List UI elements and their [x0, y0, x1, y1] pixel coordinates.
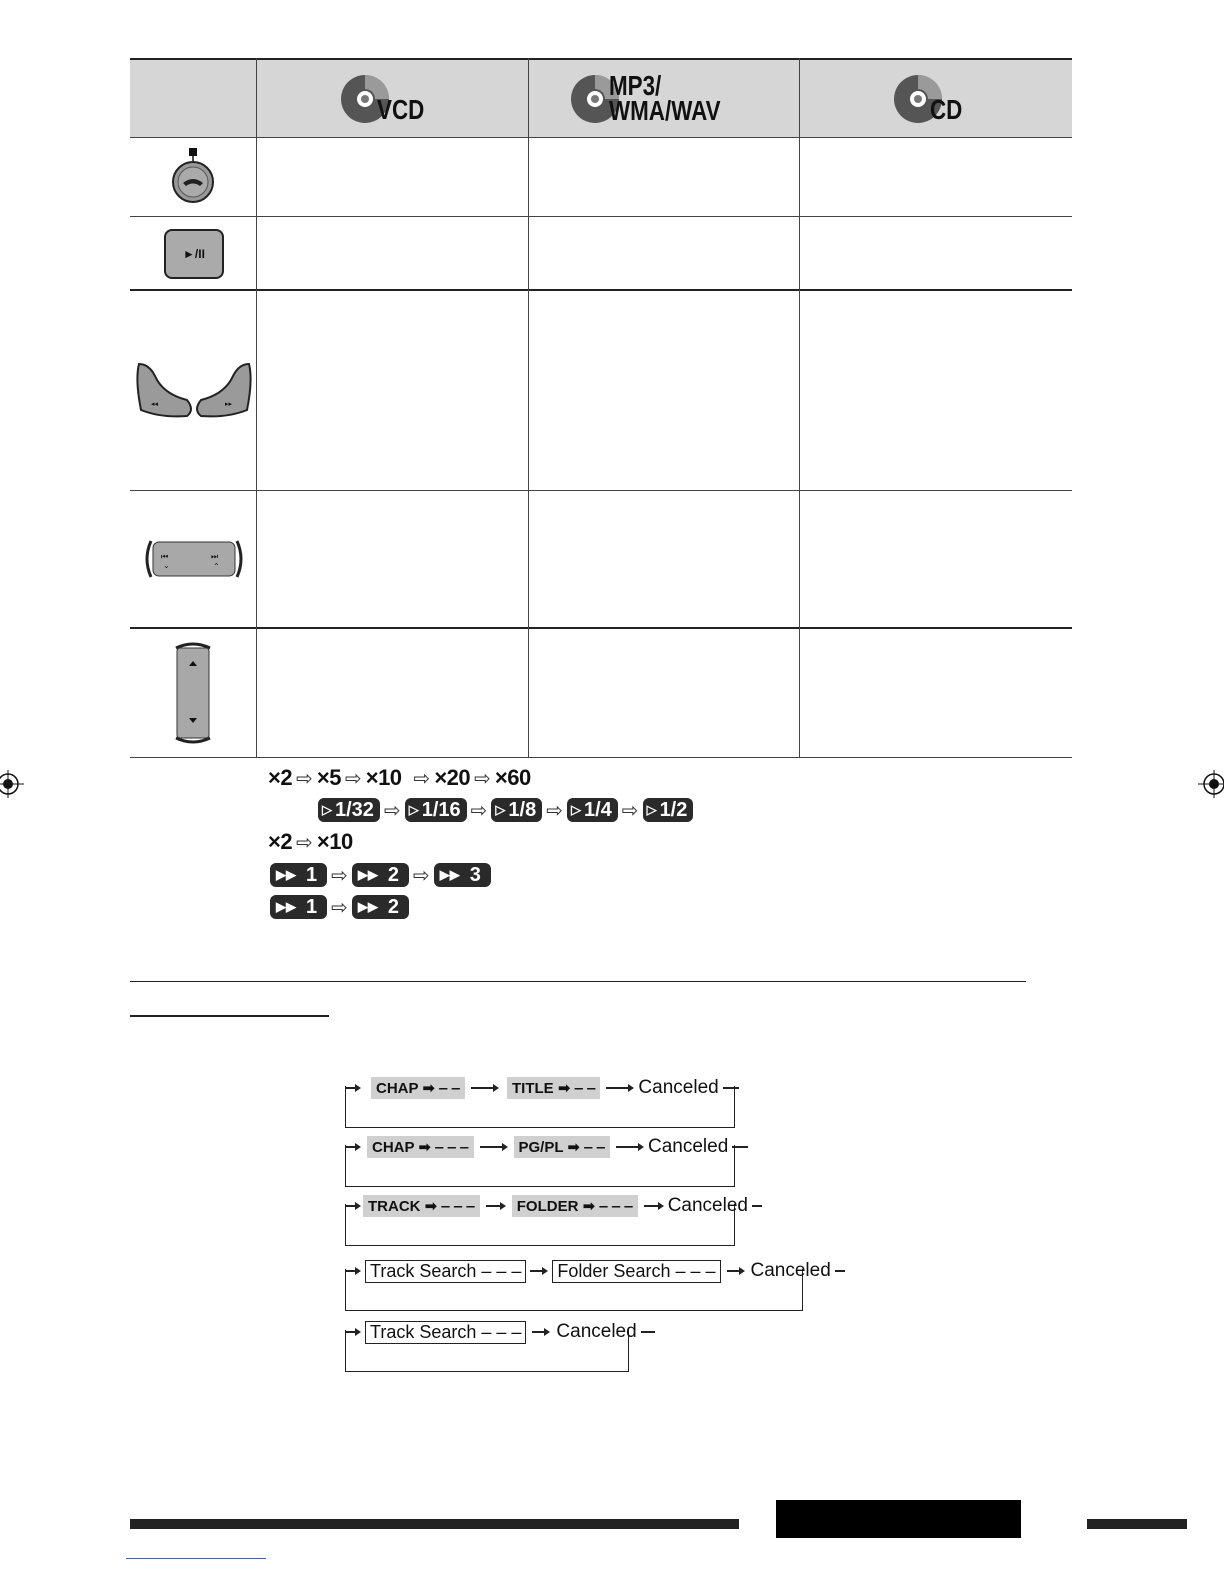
table-bottom-rule	[130, 757, 1072, 758]
arrow-icon	[532, 1331, 548, 1333]
flow-step: Track Search ‒ ‒ ‒	[365, 1321, 526, 1344]
speed-value: ×2	[268, 829, 293, 854]
next-arrow-icon: ⇨	[546, 799, 563, 822]
slow-sequence-row	[318, 796, 693, 824]
next-arrow-icon: ⇨	[621, 799, 639, 822]
loop-end-line	[723, 1087, 739, 1089]
search-chip	[434, 863, 491, 887]
arrow-icon	[471, 1087, 497, 1089]
flow-end: Canceled	[556, 1321, 637, 1342]
footer-link-line	[126, 1558, 266, 1559]
speed-value: ×60	[494, 765, 531, 790]
search-level: 3	[469, 863, 481, 886]
arrow-icon	[644, 1205, 662, 1207]
loop-end-line	[835, 1270, 845, 1272]
slow-value: 1/2	[659, 798, 688, 821]
slow-value: 1/4	[583, 798, 612, 821]
next-arrow-icon: ⇨	[296, 767, 313, 790]
next-arrow-icon: ⇨	[331, 864, 348, 887]
col-divider	[528, 58, 529, 758]
flow-end: Canceled	[648, 1136, 729, 1157]
section-underline	[130, 1015, 329, 1017]
arrow-icon	[345, 1331, 359, 1333]
flow-step: TRACK ➡ ‒ ‒ ‒	[363, 1195, 480, 1217]
format-label: MP3/ WMA/WAV	[609, 70, 721, 126]
svg-text:⏮: ⏮	[161, 552, 169, 561]
search-speed-row	[270, 861, 491, 889]
play-pause-label: ►/II	[183, 247, 205, 261]
skip-buttons-icon	[141, 538, 247, 580]
slow-chip	[405, 798, 467, 822]
col-divider	[256, 58, 257, 758]
slow-chip	[491, 798, 542, 822]
header-mp3	[529, 59, 799, 137]
row-divider	[130, 216, 1072, 217]
slow-value: 1/8	[508, 798, 537, 821]
loop-end-line	[732, 1146, 748, 1148]
arrow-icon	[345, 1270, 359, 1272]
slow-value: 1/32	[335, 798, 374, 821]
stop-button-icon	[168, 146, 218, 206]
flow-step: Track Search ‒ ‒ ‒	[365, 1260, 526, 1283]
flow-end: Canceled	[667, 1195, 748, 1216]
arrow-icon	[486, 1205, 504, 1207]
next-arrow-icon: ⇨	[331, 896, 348, 919]
speed-sequence-row	[268, 828, 353, 856]
svg-text:⌄: ⌄	[163, 561, 170, 570]
loop-end-line	[641, 1331, 655, 1333]
rewind-fastforward-buttons-icon	[133, 362, 255, 420]
slow-chip	[318, 798, 380, 822]
up-down-button-icon	[174, 640, 212, 746]
flow-end: Canceled	[638, 1077, 719, 1098]
arrow-icon	[616, 1146, 642, 1148]
slow-value: 1/16	[421, 798, 461, 821]
arrow-icon	[345, 1146, 359, 1148]
slow-chip	[567, 798, 618, 822]
next-arrow-icon: ⇨	[383, 799, 401, 822]
next-arrow-icon: ⇨	[413, 864, 430, 887]
flow-step: CHAP ➡ ‒ ‒	[371, 1077, 465, 1099]
speed-value: ×2	[268, 765, 293, 790]
fast-forward-icon: ▶▶	[276, 867, 296, 882]
footer-bar	[130, 1519, 739, 1529]
footer-tab	[776, 1500, 1021, 1538]
search-cycle-flow	[345, 1135, 735, 1187]
flow-step: CHAP ➡ ‒ ‒ ‒	[367, 1136, 474, 1158]
search-speed-row	[270, 893, 409, 921]
header-vcd	[257, 59, 528, 137]
fast-forward-icon: ▶▶	[357, 899, 378, 914]
next-arrow-icon: ⇨	[296, 831, 313, 854]
next-arrow-icon: ⇨	[344, 767, 362, 790]
registration-mark-icon	[0, 770, 26, 798]
speed-value: ×5	[316, 765, 341, 790]
registration-mark-icon	[1196, 770, 1224, 798]
format-label: CD	[930, 93, 963, 125]
slow-play-icon: ▷	[408, 802, 419, 817]
fast-forward-icon: ▶▶	[439, 867, 460, 882]
flow-end: Canceled	[750, 1260, 831, 1281]
search-level: 2	[387, 895, 400, 918]
slow-play-icon: ▷	[322, 802, 332, 817]
svg-text:⌃: ⌃	[213, 562, 220, 571]
next-arrow-icon: ⇨	[474, 767, 491, 790]
row-divider	[130, 627, 1072, 629]
search-cycle-flow	[345, 1320, 637, 1372]
flow-step: FOLDER ➡ ‒ ‒ ‒	[512, 1195, 638, 1217]
flow-step: PG/PL ➡ ‒ ‒	[514, 1136, 611, 1158]
slow-play-icon: ▷	[495, 802, 506, 817]
format-label: VCD	[376, 93, 424, 125]
arrow-icon	[480, 1146, 506, 1148]
search-chip	[270, 863, 327, 887]
svg-text:⏭: ⏭	[211, 552, 219, 561]
loop-end-line	[752, 1205, 762, 1207]
speed-value: ×10	[316, 829, 353, 854]
search-cycle-flow	[345, 1076, 735, 1128]
speed-value: ×20	[434, 765, 471, 790]
play-pause-button-icon	[164, 229, 224, 279]
search-cycle-flow	[345, 1259, 831, 1311]
slow-play-icon: ▷	[646, 802, 657, 817]
arrow-icon	[345, 1205, 359, 1207]
fast-forward-icon: ▶▶	[276, 899, 296, 914]
speed-sequence-row	[268, 764, 531, 792]
search-level: 2	[387, 863, 400, 886]
search-level: 1	[306, 863, 318, 886]
flow-step: Folder Search ‒ ‒ ‒	[552, 1260, 720, 1283]
search-cycle-flow	[345, 1194, 748, 1246]
col-divider	[799, 58, 800, 758]
row-divider	[130, 289, 1072, 291]
arrow-icon	[606, 1087, 632, 1089]
header-cd	[800, 59, 1072, 137]
row-divider	[130, 137, 1072, 138]
section-rule	[130, 981, 1026, 982]
next-arrow-icon: ⇨	[413, 767, 431, 790]
arrow-icon	[345, 1087, 359, 1089]
slow-chip	[643, 798, 694, 822]
fast-forward-icon: ▶▶	[357, 867, 378, 882]
next-arrow-icon: ⇨	[470, 799, 488, 822]
footer-bar-right	[1087, 1519, 1187, 1529]
search-chip	[352, 863, 409, 887]
arrow-icon	[530, 1270, 546, 1272]
search-chip	[270, 895, 327, 919]
flow-step: TITLE ➡ ‒ ‒	[507, 1077, 600, 1099]
search-chip	[352, 895, 409, 919]
speed-value: ×10	[365, 765, 402, 790]
svg-text:▸▸: ▸▸	[225, 400, 233, 408]
search-level: 1	[306, 895, 318, 918]
row-divider	[130, 490, 1072, 491]
svg-text:◂◂: ◂◂	[151, 400, 159, 408]
slow-play-icon: ▷	[570, 802, 581, 817]
arrow-icon	[727, 1270, 743, 1272]
